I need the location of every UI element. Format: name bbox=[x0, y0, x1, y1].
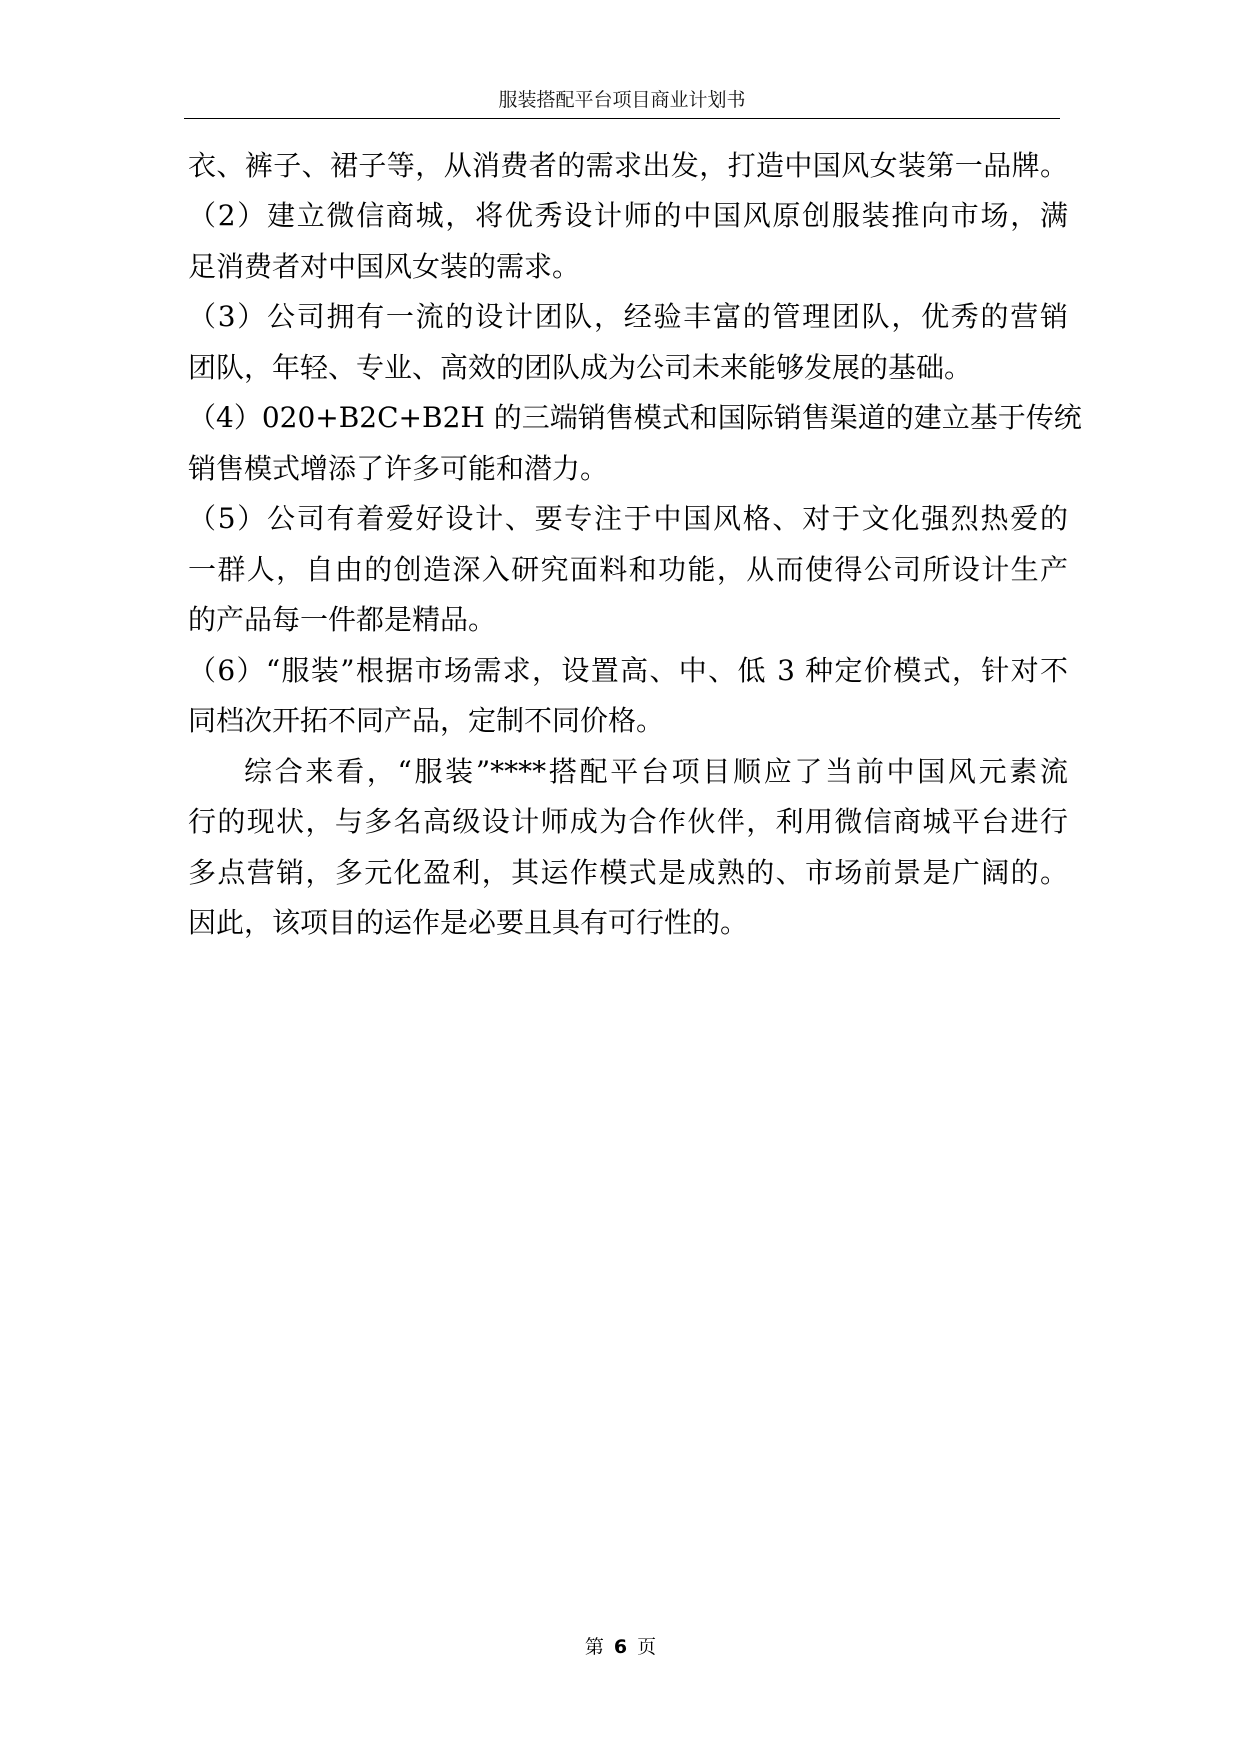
body-line: （6）“服装”根据市场需求，设置高、中、低 3 种定价模式，针对不 bbox=[188, 654, 1068, 687]
header-title: 服装搭配平台项目商业计划书 bbox=[498, 89, 746, 111]
body-line: （5）公司有着爱好设计、要专注于中国风格、对于文化强烈热爱的 bbox=[188, 502, 1068, 535]
body-line: 衣、裤子、裙子等，从消费者的需求出发，打造中国风女装第一品牌。 bbox=[188, 149, 1068, 182]
body-line: 行的现状，与多名高级设计师成为合作伙伴，利用微信商城平台进行 bbox=[188, 805, 1068, 838]
running-header bbox=[184, 86, 1060, 119]
body-line: 团队，年轻、专业、高效的团队成为公司未来能够发展的基础。 bbox=[188, 351, 973, 384]
body-line: 的产品每一件都是精品。 bbox=[188, 603, 497, 636]
body-line: 因此，该项目的运作是必要且具有可行性的。 bbox=[188, 906, 749, 939]
page-number-prefix: 第 bbox=[584, 1636, 604, 1658]
body-line: （3）公司拥有一流的设计团队，经验丰富的管理团队，优秀的营销 bbox=[188, 300, 1068, 333]
body-line: （4）020+B2C+B2H 的三端销售模式和国际销售渠道的建立基于传统 bbox=[188, 401, 1082, 434]
page-number: 6 bbox=[613, 1636, 628, 1658]
page-number-suffix: 页 bbox=[637, 1636, 657, 1658]
body-line: （2）建立微信商城，将优秀设计师的中国风原创服装推向市场，满 bbox=[188, 199, 1068, 232]
body-line: 多点营销，多元化盈利，其运作模式是成熟的、市场前景是广阔的。 bbox=[188, 856, 1068, 889]
body-line: 综合来看，“服装”****搭配平台项目顺应了当前中国风元素流 bbox=[244, 755, 1068, 788]
body-line: 足消费者对中国风女装的需求。 bbox=[188, 250, 581, 283]
body-line: 同档次开拓不同产品，定制不同价格。 bbox=[188, 704, 665, 737]
page-footer bbox=[0, 1635, 1241, 1659]
body-line: 一群人，自由的创造深入研究面料和功能，从而使得公司所设计生产 bbox=[188, 553, 1068, 586]
body-line: 销售模式增添了许多可能和潜力。 bbox=[188, 452, 609, 485]
